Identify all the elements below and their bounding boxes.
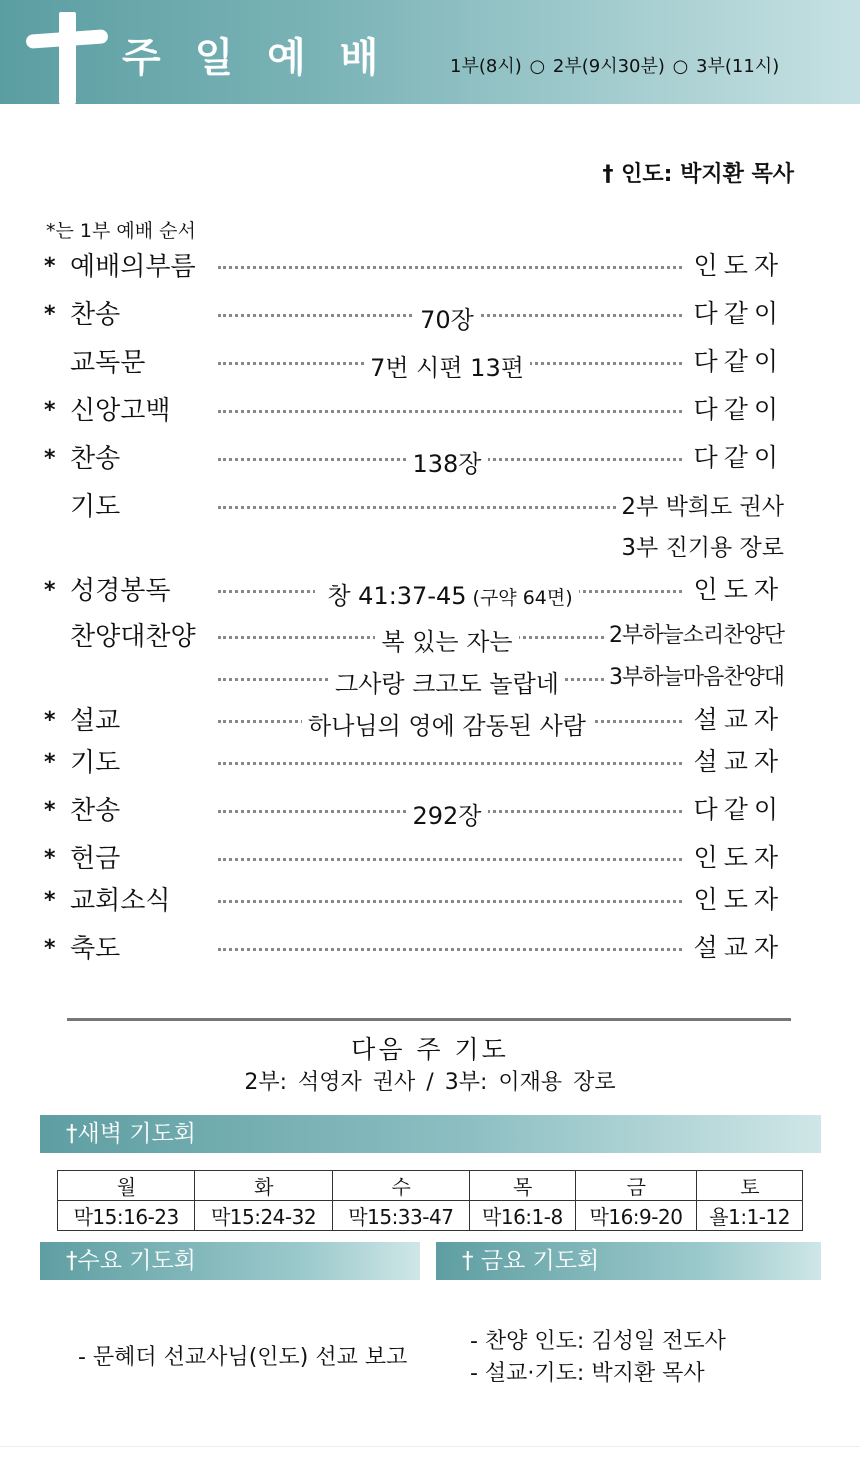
order-item: 찬송 — [70, 444, 121, 474]
order-row — [0, 294, 860, 334]
first-service-marker: * — [44, 750, 56, 775]
order-item: 찬양대찬양 — [70, 622, 196, 652]
friday-prayer-detail: - 설교·기도: 박지환 목사 — [470, 1361, 705, 1386]
sermon-title: 하나님의 영에 감동된 사람 — [200, 706, 694, 741]
dotted-leader — [218, 266, 682, 269]
worship-leader: † 인도: 박지환 목사 — [602, 162, 794, 187]
order-item: 교독문 — [70, 348, 146, 378]
cross-icon-bar — [26, 29, 109, 49]
order-row — [0, 790, 860, 830]
reading-cell: 막16:9-20 — [575, 1201, 697, 1231]
wednesday-prayer-header: †수요 기도회 — [40, 1242, 420, 1280]
order-content: 7번 시편 13편 — [200, 348, 694, 383]
first-service-marker: * — [44, 302, 56, 327]
reading-cell: 막15:16-23 — [58, 1201, 195, 1231]
order-content: 그사랑 크고도 놀랍네 — [200, 664, 694, 699]
dawn-prayer-header: †새벽 기도회 — [40, 1115, 821, 1153]
order-responsible: 인도자 — [690, 880, 784, 916]
order-item: 기도 — [70, 748, 121, 778]
table-row — [58, 1201, 803, 1231]
first-service-marker: * — [44, 708, 56, 733]
order-item: 설교 — [70, 706, 121, 736]
friday-prayer-header: † 금요 기도회 — [436, 1242, 821, 1280]
dotted-leader — [218, 858, 682, 861]
first-service-marker: * — [44, 936, 56, 961]
first-service-marker: * — [44, 398, 56, 423]
next-week-prayers: 2부: 석영자 권사 / 3부: 이재용 장로 — [244, 1070, 616, 1095]
section-divider — [67, 1018, 791, 1021]
first-service-marker: * — [44, 798, 56, 823]
order-item: 기도 — [70, 492, 121, 522]
reading-cell: 막15:33-47 — [332, 1201, 469, 1231]
order-row — [0, 880, 860, 920]
order-row — [0, 486, 860, 526]
order-responsible: 인도자 — [690, 246, 784, 282]
order-content: 292장 — [200, 796, 694, 831]
first-service-marker: * — [44, 578, 56, 603]
reading-cell: 막16:1-8 — [470, 1201, 576, 1231]
order-item: 신앙고백 — [70, 396, 171, 426]
dotted-leader — [218, 762, 682, 765]
order-item: 찬송 — [70, 300, 121, 330]
first-service-marker: * — [44, 888, 56, 913]
order-row — [0, 658, 860, 698]
first-service-marker: * — [44, 254, 56, 279]
day-cell: 화 — [195, 1171, 332, 1201]
order-content: 138장 — [200, 444, 694, 479]
order-responsible: 다같이 — [690, 438, 784, 474]
first-service-marker: * — [44, 846, 56, 871]
order-content: 복 있는 자는 — [200, 622, 694, 657]
order-responsible: 다같이 — [690, 294, 784, 330]
reading-cell: 욜1:1-12 — [697, 1201, 803, 1231]
order-responsible: 2부 박희도 권사 — [617, 488, 784, 521]
page-title: 주 일 예 배 — [122, 35, 389, 81]
order-responsible: 인도자 — [690, 570, 784, 606]
order-responsible: 다같이 — [690, 390, 784, 426]
table-header-row — [58, 1171, 803, 1201]
order-responsible: 2부하늘소리찬양단 — [605, 618, 784, 649]
wednesday-prayer-detail: - 문혜더 선교사님(인도) 선교 보고 — [78, 1345, 408, 1370]
order-responsible: 설교자 — [690, 700, 784, 736]
order-row — [0, 928, 860, 968]
order-responsible: 설교자 — [690, 742, 784, 778]
day-cell: 금 — [575, 1171, 697, 1201]
order-row — [0, 742, 860, 782]
order-row — [0, 838, 860, 878]
order-row — [0, 700, 860, 740]
next-week-title: 다음 주 기도 — [351, 1035, 509, 1064]
order-row — [0, 616, 860, 656]
day-cell: 수 — [332, 1171, 469, 1201]
dotted-leader — [218, 506, 682, 509]
order-item: 축도 — [70, 934, 121, 964]
order-content: 창 41:37-45 (구약 64면) — [200, 576, 694, 611]
order-row — [0, 342, 860, 382]
order-row — [0, 390, 860, 430]
friday-prayer-detail: - 찬양 인도: 김성일 전도사 — [470, 1329, 726, 1354]
order-item: 예배의부름 — [70, 252, 196, 282]
order-responsible: 인도자 — [690, 838, 784, 874]
dotted-leader — [218, 900, 682, 903]
order-item: 성경봉독 — [70, 576, 171, 606]
order-row — [0, 570, 860, 610]
reading-cell: 막15:24-32 — [195, 1201, 332, 1231]
day-cell: 토 — [697, 1171, 803, 1201]
first-service-marker: * — [44, 446, 56, 471]
order-responsible: 3부하늘마음찬양대 — [605, 660, 784, 691]
order-item: 헌금 — [70, 844, 121, 874]
order-note: *는 1부 예배 순서 — [46, 220, 196, 242]
bottom-rule — [0, 1446, 860, 1447]
cross-icon — [59, 12, 76, 104]
order-responsible: 다같이 — [690, 790, 784, 826]
order-responsible: 3부 진기용 장로 — [617, 529, 784, 562]
dotted-leader — [218, 410, 682, 413]
service-times: 1부(8시) ○ 2부(9시30분) ○ 3부(11시) — [450, 56, 780, 77]
dawn-reading-table — [57, 1170, 803, 1231]
day-cell: 목 — [470, 1171, 576, 1201]
order-row — [0, 246, 860, 286]
order-item: 교회소식 — [70, 886, 171, 916]
order-row-continued — [0, 527, 860, 567]
header-banner — [0, 0, 860, 104]
day-cell: 월 — [58, 1171, 195, 1201]
order-content: 70장 — [200, 300, 694, 335]
order-responsible: 다같이 — [690, 342, 784, 378]
order-item: 찬송 — [70, 796, 121, 826]
order-row — [0, 438, 860, 478]
dotted-leader — [218, 948, 682, 951]
order-responsible: 설교자 — [690, 928, 784, 964]
